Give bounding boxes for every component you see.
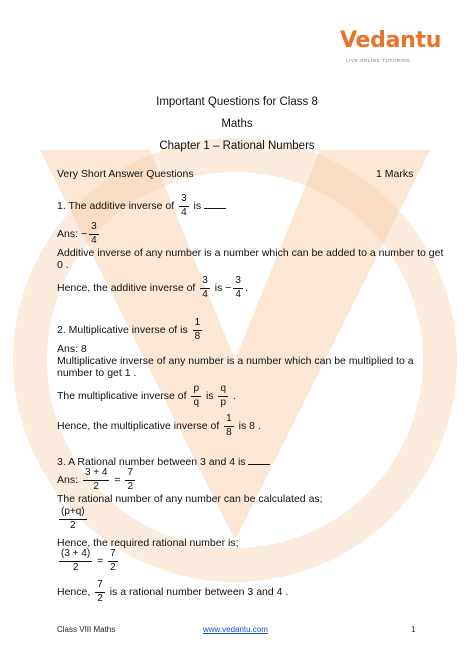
q1-frac-den: 4 xyxy=(181,206,187,218)
q3-ans-num: 3 + 4 xyxy=(83,468,110,481)
q1-hence-den: 4 xyxy=(202,288,208,300)
q2-hence-num: 1 xyxy=(224,414,234,427)
q3-ans-den: 2 xyxy=(93,480,99,492)
q3-calc-res-den: 2 xyxy=(110,561,116,573)
section-label: Very Short Answer Questions xyxy=(57,168,194,180)
q1-blank xyxy=(204,200,226,209)
q1-ans-label: Ans: xyxy=(57,227,79,240)
doc-chapter: Chapter 1 – Rational Numbers xyxy=(159,140,315,152)
q3-formula xyxy=(57,507,89,531)
q3-calc-eq: = xyxy=(97,554,104,567)
footer-class-label: Class VIII Maths xyxy=(57,625,116,634)
q1-ans-den: 4 xyxy=(91,234,97,246)
q3-ans-res-den: 2 xyxy=(127,480,134,492)
q1-explanation: Additive inverse of any number is a number which can be added to a number to get 0 . xyxy=(57,247,444,272)
q1-hence-ans-den: 4 xyxy=(235,288,241,300)
logo-tagline: LIVE ONLINE TUTORING xyxy=(346,58,411,63)
q1-ans-fraction xyxy=(89,222,99,246)
q2-frac-num: 1 xyxy=(193,318,203,331)
q1-answer xyxy=(57,222,101,246)
q3-final xyxy=(57,580,288,604)
q3-hence-line: Hence, the required rational number is; xyxy=(57,537,239,549)
q1-question xyxy=(57,194,226,218)
q2-rule-prefix: The multiplicative inverse of xyxy=(57,389,187,402)
logo-wordmark: Vedantu xyxy=(340,28,442,53)
q2-rule xyxy=(57,384,236,408)
q3-explanation: The rational number of any number can be calculated as; xyxy=(57,493,323,505)
footer-page-number: 1 xyxy=(411,625,416,634)
q2-question xyxy=(57,318,204,342)
q3-answer xyxy=(57,468,137,492)
q3-ans-eq: = xyxy=(114,473,121,486)
q2-hence-prefix: Hence, the multiplicative inverse of xyxy=(57,419,220,432)
doc-title: Important Questions for Class 8 xyxy=(156,96,318,108)
q2-rule-ans-num: q xyxy=(218,384,228,397)
q3-calc-result xyxy=(108,549,118,573)
q1-fraction xyxy=(179,194,189,218)
q3-calc xyxy=(57,549,120,573)
q2-frac-den: 8 xyxy=(194,330,201,342)
q3-calc-res-num: 7 xyxy=(108,549,118,562)
q3-final-den: 2 xyxy=(97,592,103,604)
q3-formula-num: (p+q) xyxy=(59,507,87,520)
q3-ans-result xyxy=(125,468,135,492)
q2-rule-den: q xyxy=(193,396,200,408)
q3-blank xyxy=(248,456,270,465)
q2-fraction xyxy=(193,318,203,342)
q1-hence-fraction xyxy=(200,276,210,300)
q3-formula-fraction xyxy=(59,507,87,531)
q2-question-text: 2. Multiplicative inverse of is xyxy=(57,323,188,336)
q1-hence-num: 3 xyxy=(200,276,210,289)
section-marks: 1 Marks xyxy=(376,168,414,180)
q1-question-suffix: is xyxy=(193,199,202,212)
q3-ans-label: Ans: xyxy=(57,473,79,486)
q3-final-num: 7 xyxy=(95,580,105,593)
footer-website-link[interactable]: www.vedantu.com xyxy=(203,625,268,634)
q2-rule-is: is xyxy=(205,389,214,402)
q1-frac-num: 3 xyxy=(179,194,189,207)
q3-final-suffix: is a rational number between 3 and 4 . xyxy=(109,585,289,598)
q2-hence-is: is 8 . xyxy=(238,419,261,432)
q1-hence-is: is xyxy=(214,281,223,294)
q2-rule-end: . xyxy=(232,389,236,402)
q2-hence-fraction xyxy=(224,414,234,438)
q3-final-prefix: Hence, xyxy=(57,585,91,598)
vedantu-logo[interactable] xyxy=(340,22,440,72)
q2-hence xyxy=(57,414,261,438)
q2-hence-den: 8 xyxy=(226,426,232,438)
q2-rule-num: p xyxy=(191,384,201,397)
q1-hence-ans-fraction xyxy=(233,276,243,300)
q3-calc-den: 2 xyxy=(72,561,79,573)
q1-ans-sign: − xyxy=(80,227,88,240)
q1-hence-end: . xyxy=(244,281,248,294)
q1-ans-num: 3 xyxy=(89,222,99,235)
q1-hence xyxy=(57,276,248,300)
q2-explanation: Multiplicative inverse of any number is a number which can be multiplied to a number to get 1 . xyxy=(57,355,414,380)
q3-calc-num: (3 + 4) xyxy=(59,549,92,562)
q2-rule-fraction xyxy=(191,384,201,408)
q3-ans-fraction xyxy=(83,468,110,492)
q2-rule-ans-den: p xyxy=(220,396,227,408)
doc-subject: Maths xyxy=(221,118,253,130)
q1-hence-prefix: Hence, the additive inverse of xyxy=(57,281,196,294)
q2-rule-ans-fraction xyxy=(218,384,228,408)
q1-hence-sign: − xyxy=(225,281,232,294)
q3-ans-res-num: 7 xyxy=(125,468,135,481)
q3-question-text: 3. A Rational number between 3 and 4 is xyxy=(57,456,246,468)
q1-hence-ans-num: 3 xyxy=(233,276,243,289)
q2-answer: Ans: 8 xyxy=(57,343,87,355)
q3-formula-den: 2 xyxy=(70,519,76,531)
q3-calc-fraction xyxy=(59,549,92,573)
q1-question-prefix: 1. The additive inverse of xyxy=(57,199,175,212)
q3-final-fraction xyxy=(95,580,105,604)
